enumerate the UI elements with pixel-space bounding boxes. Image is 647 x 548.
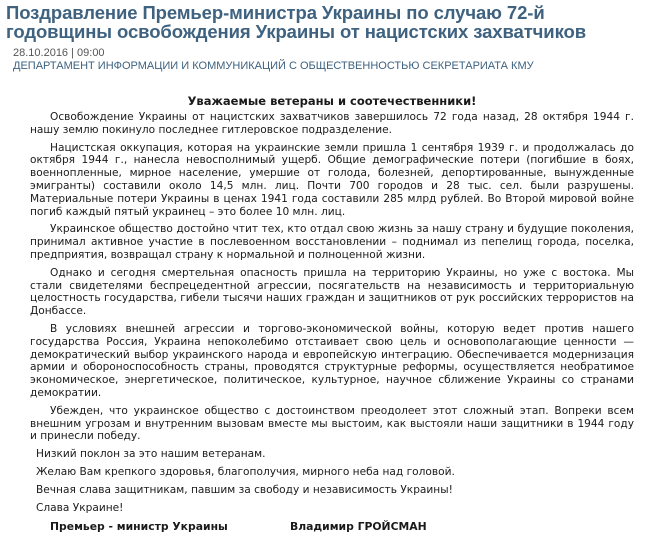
letter-paragraph: Убежден, что украинское общество с достоинством преодолеет этот сложный этап. Вопреки всем внешним угрозам и внутренним вызовам вместе мы выстоим, как выстояли наши защитники в 1944 году и принесли победу. xyxy=(30,404,634,443)
letter-body xyxy=(30,95,634,519)
letter-paragraph: Украинское общество достойно чтит тех, кто отдал свою жизнь за нашу страну и будущие поколения, принимал активное участие в послевоенном восстановлении – поднимал из пепелищ города, поселка, предприятия, возвращал страну к нормальной и полноценной жизни. xyxy=(30,223,634,261)
closing-line: Вечная слава защитникам, павшим за свободу и независимость Украины! xyxy=(36,483,453,496)
signature-position: Премьер - министр Украины xyxy=(50,520,228,533)
publish-date: 28.10.2016 | 09:00 xyxy=(13,47,105,59)
department-link[interactable]: ДЕПАРТАМЕНТ ИНФОРМАЦИИ И КОММУНИКАЦИЙ С ОБЩЕСТВЕННОСТЬЮ СЕКРЕТАРИАТА КМУ xyxy=(13,60,534,72)
letter-paragraph: Освобождение Украины от нацистских захватчиков завершилось 72 года назад, 28 октября 1944 г. нашу землю покинуло последнее гитлеровское подразделение. xyxy=(30,111,634,136)
letter-greeting: Уважаемые ветераны и соотечественники! xyxy=(187,94,477,108)
signature-name: Владимир ГРОЙСМАН xyxy=(290,520,427,533)
letter-paragraph: В условиях внешней агрессии и торгово-экономической войны, которую ведет против нашего государства Россия, Украина непоколебимо отстаивает свою цель и основополагающие ценности — демократический выбор украинского народа и европейскую интеграцию. Обеспечивается модернизация армии и обороноспособность страны, проводятся структурные реформы, осуществляется необратимое экономическое, энергетическое, политическое, культурное, научное сближение Украины со странами демократии. xyxy=(30,322,634,399)
closing-line: Желаю Вам крепкого здоровья, благополучия, мирного неба над головой. xyxy=(36,465,455,478)
letter-paragraph: Однако и сегодня смертельная опасность пришла на территорию Украины, но уже с востока. Мы стали свидетелями беспрецедентной агрессии, посягательств на независимость и территориальную целостность государства, гибели тысячи наших граждан и защитников от рук российских террористов на Донбассе. xyxy=(30,266,634,318)
closing-line: Слава Украине! xyxy=(36,501,124,514)
page-title: Поздравление Премьер-министра Украины по случаю 72-й годовщины освобождения Украины от нацистских захватчиков xyxy=(6,2,586,42)
closing-line: Низкий поклон за это нашим ветеранам. xyxy=(36,448,266,461)
letter-paragraph: Нацистская оккупация, которая на украинские земли пришла 1 сентября 1939 г. и продолжалась до октября 1944 г., нанесла невосполнимый ущерб. Общие демографические потери (погибшие в боях, военнопленные, мирное население, умершие от голода, болезней, депортированные, вынужденные эмигранты) составили около 14,5 млн. лиц. Почти 700 городов и 28 тыс. сел. были разрушены. Материальные потери Украины в ценах 1941 года составили 285 млрд рублей. Во Второй мировой войне погиб каждый пятый украинец – это более 10 млн. лиц. xyxy=(30,141,634,218)
